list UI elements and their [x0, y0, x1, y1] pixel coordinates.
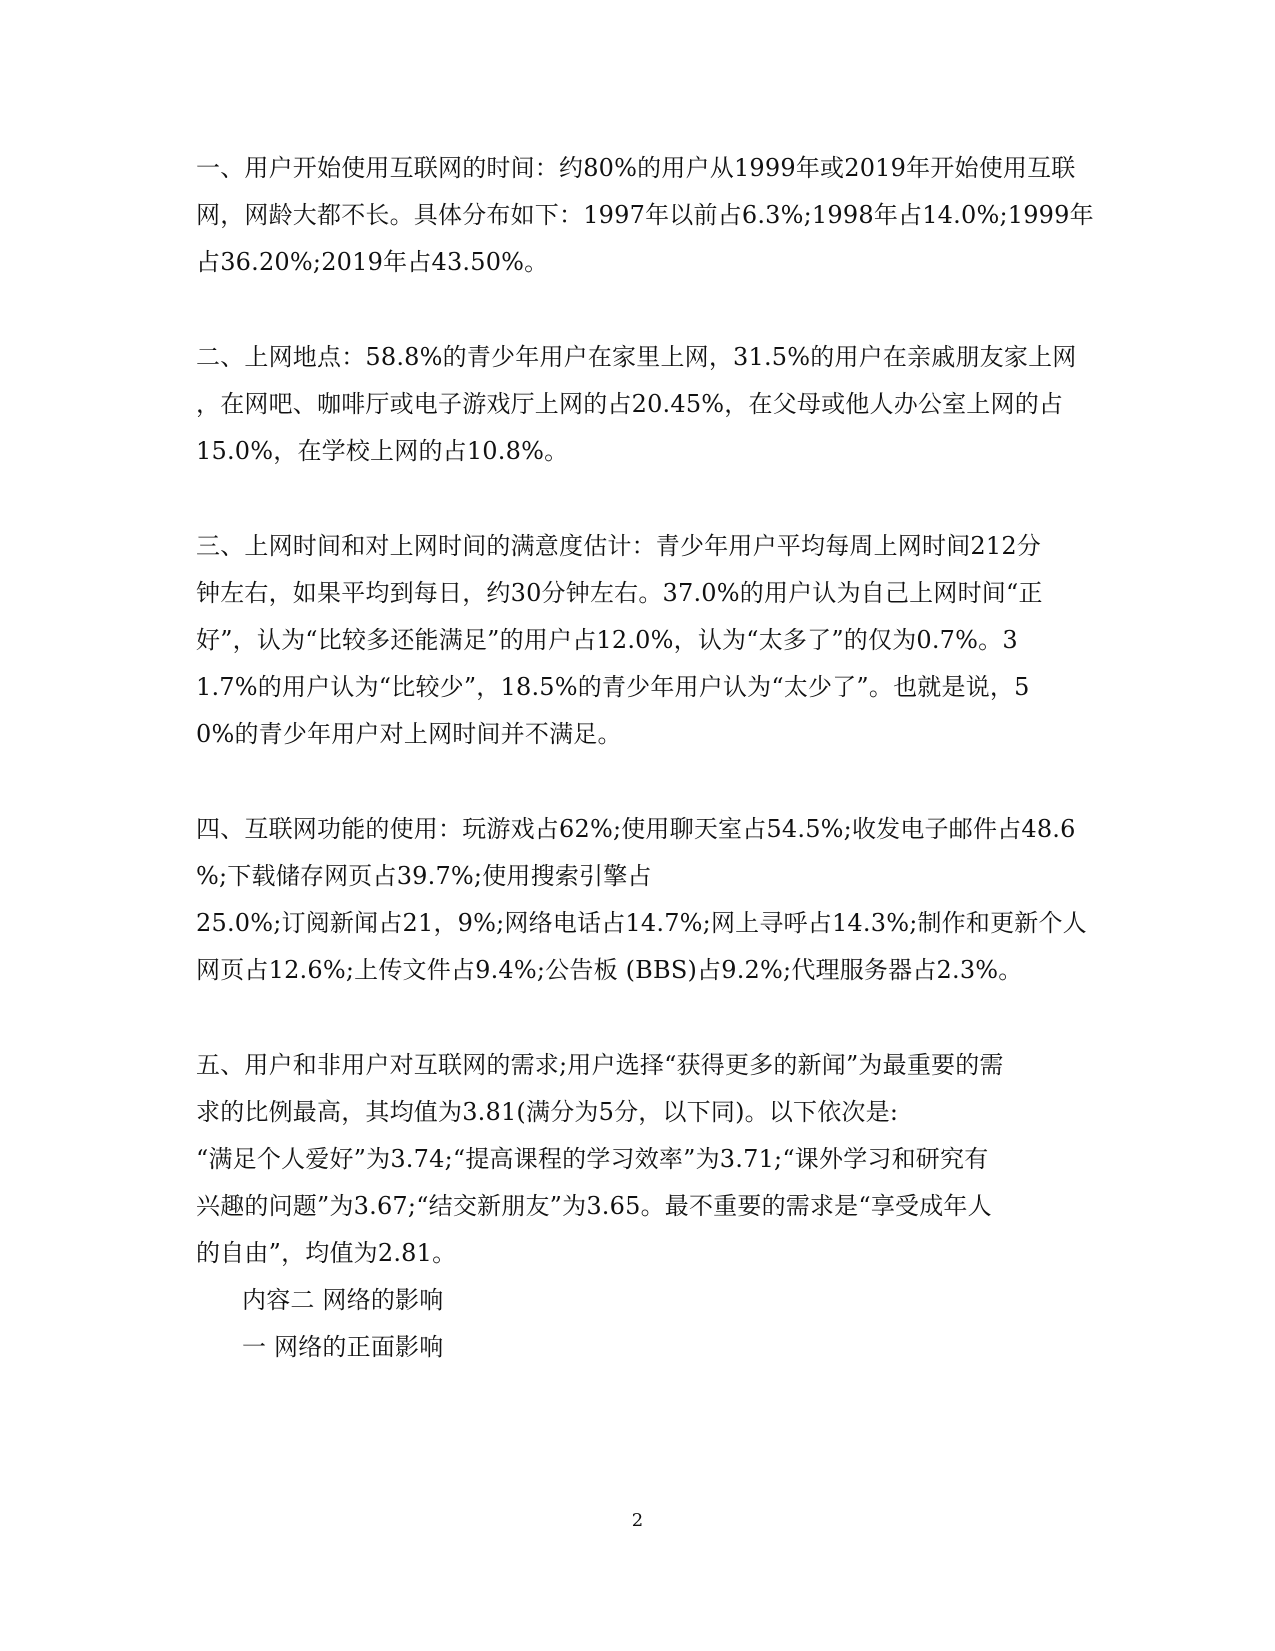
- text-line: 1.7%的用户认为“比较少”，18.5%的青少年用户认为“太少了”。也就是说，5: [196, 673, 1030, 701]
- text-line: 25.0%;订阅新闻占21，9%;网络电话占14.7%;网上寻呼占14.3%;制作和更新个人: [196, 909, 1087, 937]
- text-line: 五、用户和非用户对互联网的需求;用户选择“获得更多的新闻”为最重要的需: [196, 1051, 1004, 1079]
- text-line: 的自由”，均值为2.81。: [196, 1239, 457, 1267]
- subsection-heading: 一 网络的正面影响: [242, 1333, 444, 1361]
- text-line: 占36.20%;2019年占43.50%。: [196, 248, 549, 276]
- text-line: 二、上网地点：58.8%的青少年用户在家里上网，31.5%的用户在亲戚朋友家上网: [196, 343, 1077, 371]
- text-line: 钟左右，如果平均到每日，约30分钟左右。37.0%的用户认为自己上网时间“正: [196, 579, 1043, 607]
- text-line: 15.0%，在学校上网的占10.8%。: [196, 437, 569, 465]
- text-line: %;下载储存网页占39.7%;使用搜索引擎占: [196, 862, 652, 890]
- text-line: 网页占12.6%;上传文件占9.4%;公告板 (BBS)占9.2%;代理服务器占2.3%。: [196, 956, 1023, 984]
- text-line: 网，网龄大都不长。具体分布如下：1997年以前占6.3%;1998年占14.0%;1999年: [196, 201, 1094, 229]
- text-line: 好”，认为“比较多还能满足”的用户占12.0%，认为“太多了”的仅为0.7%。3: [196, 626, 1018, 654]
- text-line: 三、上网时间和对上网时间的满意度估计：青少年用户平均每周上网时间212分: [196, 532, 1042, 560]
- section-heading: 内容二 网络的影响: [242, 1286, 444, 1314]
- text-line: 0%的青少年用户对上网时间并不满足。: [196, 720, 622, 748]
- text-line: ，在网吧、咖啡厅或电子游戏厅上网的占20.45%，在父母或他人办公室上网的占: [196, 390, 1064, 418]
- text-line: 一、用户开始使用互联网的时间：约80%的用户从1999年或2019年开始使用互联: [196, 154, 1076, 182]
- text-line: 四、互联网功能的使用：玩游戏占62%;使用聊天室占54.5%;收发电子邮件占48.6: [196, 815, 1076, 843]
- text-line: 兴趣的问题”为3.67;“结交新朋友”为3.65。最不重要的需求是“享受成年人: [196, 1192, 992, 1220]
- text-line: 求的比例最高，其均值为3.81(满分为5分，以下同)。以下依次是:: [196, 1098, 899, 1126]
- page-number: 2: [631, 1510, 644, 1531]
- text-line: “满足个人爱好”为3.74;“提高课程的学习效率”为3.71;“课外学习和研究有: [196, 1145, 989, 1173]
